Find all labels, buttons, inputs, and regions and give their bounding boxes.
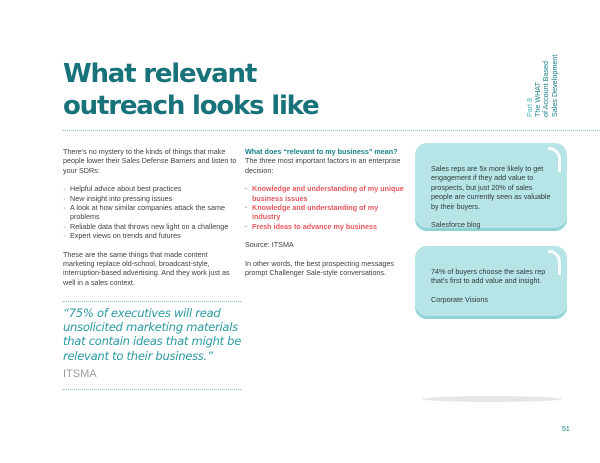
page-title <box>63 58 318 122</box>
section-part: Part 8 <box>525 97 534 117</box>
section-label-line-1: The WHAT <box>533 81 543 117</box>
stat-callout-2 <box>415 246 567 316</box>
middle-source: Source: ITSMA <box>245 240 294 250</box>
left-intro: There's no mystery to the kinds of things that make people lower their Sales Defense Barriers and listen to your SDRs: <box>63 147 237 175</box>
benefit-item: · A look at how similar companies attack the same problems <box>63 203 241 222</box>
section-label-line-2: of Account Based <box>541 61 551 117</box>
factor-item: · Fresh ideas to advance my business <box>245 222 405 231</box>
middle-heading: What does “relevant to my business” mean? <box>245 147 398 156</box>
title-line-2: outreach looks like <box>63 91 319 121</box>
benefit-item: · Expert views on trends and futures <box>63 231 241 240</box>
left-closing: These are the same things that made content marketing replace old-school, broadcast-style, interruption-based advertising. And they work just as well in a sales context. <box>63 249 230 287</box>
section-label <box>526 22 576 117</box>
section-label-line-3: Sales Development <box>549 54 559 117</box>
callout-source: Corporate Visions <box>431 294 488 304</box>
pull-quote: “75% of executives will read unsolicited marketing materials that contain ideas that might be relevant to their business.” <box>63 306 242 363</box>
middle-column <box>245 147 405 277</box>
factor-list <box>245 184 405 231</box>
quote-divider-bottom <box>63 389 241 390</box>
header-divider <box>63 130 600 131</box>
benefit-item: · Helpful advice about best practices <box>63 184 241 193</box>
middle-closing: In other words, the best prospecting messages prompt Challenger Sale-style conversations. <box>245 258 395 278</box>
factor-item: · Knowledge and understanding of my unique business issues <box>245 184 405 203</box>
quote-divider-top <box>63 301 241 302</box>
decorative-shadow <box>422 396 562 402</box>
middle-intro: The three most important factors in an enterprise decision: <box>245 156 401 175</box>
factor-item: · Knowledge and understanding of my industry <box>245 203 405 222</box>
page-number: 51 <box>562 426 570 433</box>
callout-text: Sales reps are 5x more likely to get engagement if they add value to prospects, but just 20% of sales people are currently seen as valuable by their buyers. <box>431 164 551 211</box>
stat-callout-1 <box>415 143 567 228</box>
gloss-highlight-icon <box>548 147 561 172</box>
gloss-highlight-icon <box>548 250 561 275</box>
benefit-item: · Reliable data that throws new light on a challenge <box>63 222 241 231</box>
callout-text: 74% of buyers choose the sales rep that's first to add value and insight. <box>431 267 546 286</box>
title-line-1: What relevant <box>63 59 257 89</box>
callout-source: Salesforce blog <box>431 220 481 230</box>
quote-source: ITSMA <box>63 368 97 380</box>
benefit-item: · New insight into pressing issues <box>63 194 241 203</box>
left-column <box>63 147 241 287</box>
benefit-list <box>63 184 241 240</box>
